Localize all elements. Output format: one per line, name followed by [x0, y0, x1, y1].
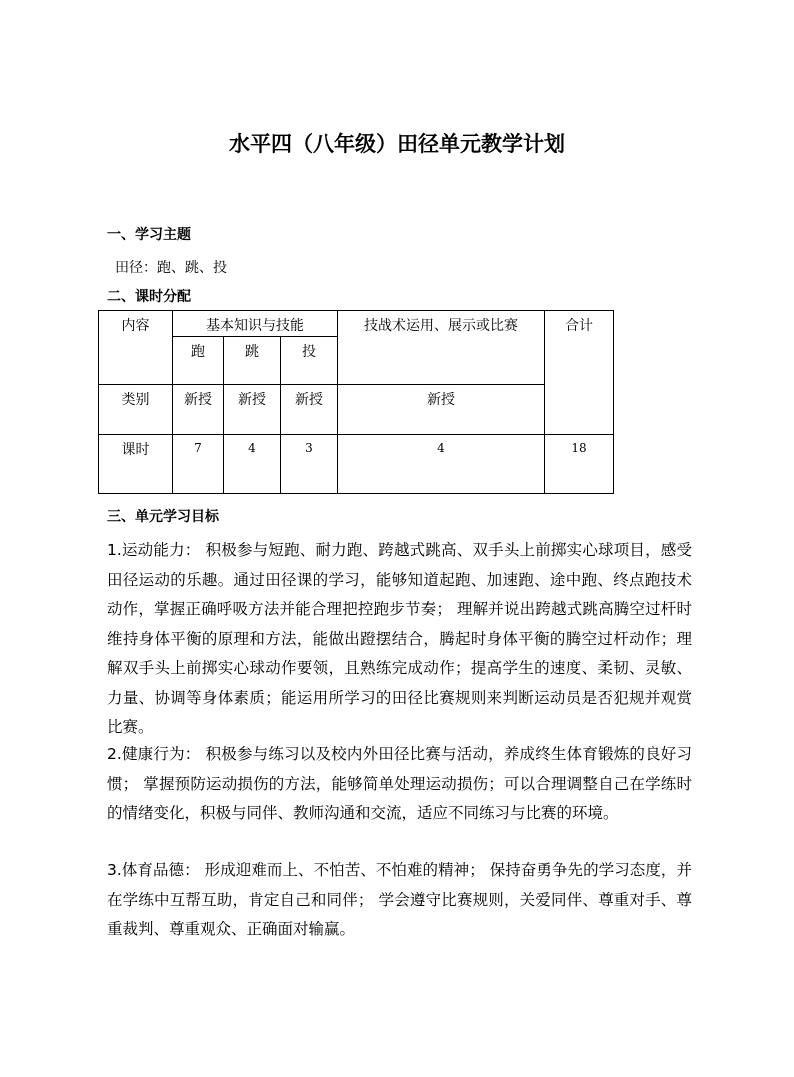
- category-run-cell: 新授: [173, 385, 224, 435]
- hour-allocation-table: [98, 310, 614, 494]
- sub-header-jump-cell: 跳: [224, 337, 281, 385]
- category-label-cell: 类别: [99, 385, 173, 435]
- section-heading-study-theme: 一、学习主题: [107, 227, 191, 243]
- sub-header-run-cell: 跑: [173, 337, 224, 385]
- hours-total-cell: 18: [545, 435, 614, 494]
- header-tactics-cell: 技战术运用、展示或比赛: [338, 311, 545, 385]
- header-total-cell: 合计: [545, 311, 614, 435]
- hours-tactics-cell: 4: [338, 435, 545, 494]
- goal-paragraph-sports-ethics: 3.体育品德： 形成迎难而上、不怕苦、不怕难的精神； 保持奋勇争先的学习态度，并在学练中互帮互助，肯定自己和同伴； 学会遵守比赛规则，关爱同伴、尊重对手、尊重裁判、尊重观众、正确面对输赢。: [107, 861, 692, 938]
- header-content-cell: 内容: [99, 311, 173, 385]
- goal-paragraph-motor-ability: 1.运动能力： 积极参与短跑、耐力跑、跨越式跳高、双手头上前掷实心球项目，感受田径运动的乐趣。通过田径课的学习，能够知道起跑、加速跑、途中跑、终点跑技术动作，掌握正确呼吸方法并能合理把控跑步节奏； 理解并说出跨越式跳高腾空过杆时维持身体平衡的原理和方法，能做出蹬摆结合，腾起时身体平衡的腾空过杆动作；理解双手头上前掷实心球动作要领，且熟练完成动作；提高学生的速度、柔韧、灵敏、力量、协调等身体素质；能运用所学习的田径比赛规则来判断运动员是否犯规并观赏比赛。: [107, 541, 692, 736]
- hours-run-cell: 7: [173, 435, 224, 494]
- category-tactics-cell: 新授: [338, 385, 545, 435]
- section-heading-unit-goals: 三、单元学习目标: [107, 509, 219, 525]
- sub-header-throw-cell: 投: [281, 337, 338, 385]
- hours-jump-cell: 4: [224, 435, 281, 494]
- study-theme-content: 田径：跑、跳、投: [115, 260, 227, 276]
- header-basic-skills-cell: 基本知识与技能: [173, 311, 338, 337]
- category-jump-cell: 新授: [224, 385, 281, 435]
- goal-paragraph-health-behavior: 2.健康行为： 积极参与练习以及校内外田径比赛与活动，养成终生体育锻炼的良好习惯； 掌握预防运动损伤的方法，能够简单处理运动损伤；可以合理调整自己在学练时的情绪变化，积极与同伴、教师沟通和交流，适应不同练习与比赛的环境。: [107, 745, 692, 822]
- category-throw-cell: 新授: [281, 385, 338, 435]
- section-heading-hour-allocation: 二、课时分配: [107, 289, 191, 305]
- hours-throw-cell: 3: [281, 435, 338, 494]
- document-title: 水平四（八年级）田径单元教学计划: [229, 132, 565, 156]
- hours-label-cell: 课时: [99, 435, 173, 494]
